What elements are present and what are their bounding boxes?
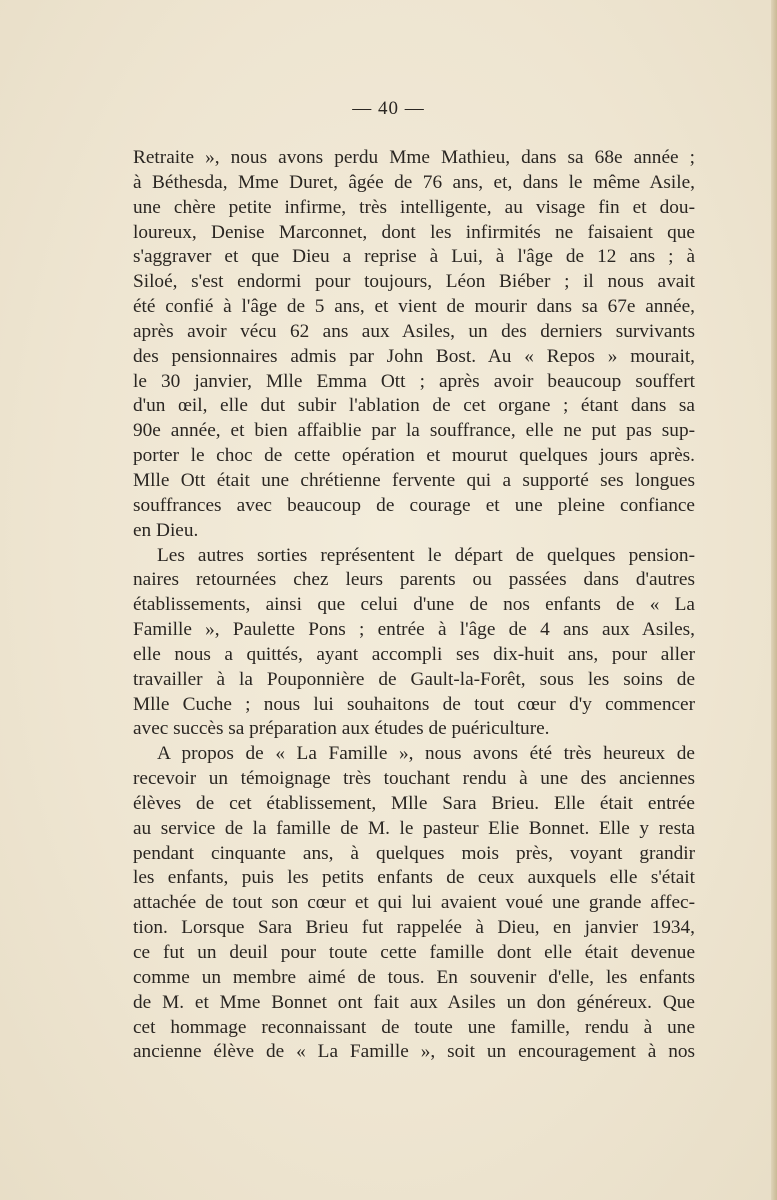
text-line: Famille », Paulette Pons ; entrée à l'âge de 4 ans aux Asiles, xyxy=(133,619,695,641)
text-line: cet hommage reconnaissant de toute une famille, rendu à une xyxy=(133,1016,695,1038)
text-line: comme un membre aimé de tous. En souvenir d'elle, les enfants xyxy=(133,966,695,988)
text-line: de M. et Mme Bonnet ont fait aux Asiles un don généreux. Que xyxy=(133,991,695,1013)
body-text xyxy=(133,146,695,1065)
text-line: elle nous a quittés, ayant accompli ses dix-huit ans, pour aller xyxy=(133,643,695,665)
text-line: d'un œil, elle dut subir l'ablation de cet organe ; étant dans sa xyxy=(133,395,695,417)
text-line: recevoir un témoignage très touchant rendu à une des anciennes xyxy=(133,768,695,790)
text-line: loureux, Denise Marconnet, dont les infirmités ne faisaient que xyxy=(133,221,695,243)
text-line: le 30 janvier, Mlle Emma Ott ; après avoir beaucoup souffert xyxy=(133,370,695,392)
text-line: Les autres sorties représentent le départ de quelques pension- xyxy=(157,544,695,566)
text-line: attachée de tout son cœur et qui lui avaient voué une grande affec- xyxy=(133,892,695,914)
text-line: tion. Lorsque Sara Brieu fut rappelée à Dieu, en janvier 1934, xyxy=(133,917,695,939)
text-line: des pensionnaires admis par John Bost. Au « Repos » mourait, xyxy=(133,345,695,367)
text-line: souffrances avec beaucoup de courage et une pleine confiance xyxy=(133,494,695,516)
text-line: Mlle Cuche ; nous lui souhaitons de tout cœur d'y commencer xyxy=(133,693,695,715)
text-line: établissements, ainsi que celui d'une de nos enfants de « La xyxy=(133,594,695,616)
text-line: Siloé, s'est endormi pour toujours, Léon Biéber ; il nous avait xyxy=(133,271,695,293)
text-line: naires retournées chez leurs parents ou passées dans d'autres xyxy=(133,569,695,591)
text-line: travailler à la Pouponnière de Gault-la-Forêt, sous les soins de xyxy=(133,668,695,690)
text-line: à Béthesda, Mme Duret, âgée de 76 ans, et, dans le même Asile, xyxy=(133,171,695,193)
text-line: A propos de « La Famille », nous avons été très heureux de xyxy=(157,743,695,765)
text-line: Retraite », nous avons perdu Mme Mathieu, dans sa 68e année ; xyxy=(133,147,695,168)
page-number: — 40 — xyxy=(352,98,425,119)
text-line: ce fut un deuil pour toute cette famille dont elle était devenue xyxy=(133,942,695,963)
text-line: une chère petite infirme, très intelligente, au visage fin et dou- xyxy=(133,196,695,218)
text-line: été confié à l'âge de 5 ans, et vient de mourir dans sa 67e année, xyxy=(133,296,695,318)
text-line: Mlle Ott était une chrétienne fervente qui a supporté ses longues xyxy=(133,469,695,491)
text-line: avec succès sa préparation aux études de puériculture. xyxy=(133,718,550,740)
text-line: élèves de cet établissement, Mlle Sara Brieu. Elle était entrée xyxy=(133,792,695,814)
text-line: ancienne élève de « La Famille », soit un encouragement à nos xyxy=(133,1041,695,1063)
text-line: au service de la famille de M. le pasteur Elie Bonnet. Elle y resta xyxy=(133,817,695,839)
text-line: porter le choc de cette opération et mourut quelques jours après. xyxy=(133,445,695,467)
text-line: 90e année, et bien affaiblie par la souffrance, elle ne put pas sup- xyxy=(133,420,695,442)
text-line: en Dieu. xyxy=(133,519,199,541)
text-line: pendant cinquante ans, à quelques mois près, voyant grandir xyxy=(133,842,695,864)
page-edge xyxy=(771,0,777,1200)
text-line: après avoir vécu 62 ans aux Asiles, un des derniers survivants xyxy=(133,320,695,342)
text-line: les enfants, puis les petits enfants de ceux auxquels elle s'était xyxy=(133,867,695,889)
text-line: s'aggraver et que Dieu a reprise à Lui, à l'âge de 12 ans ; à xyxy=(133,246,695,268)
